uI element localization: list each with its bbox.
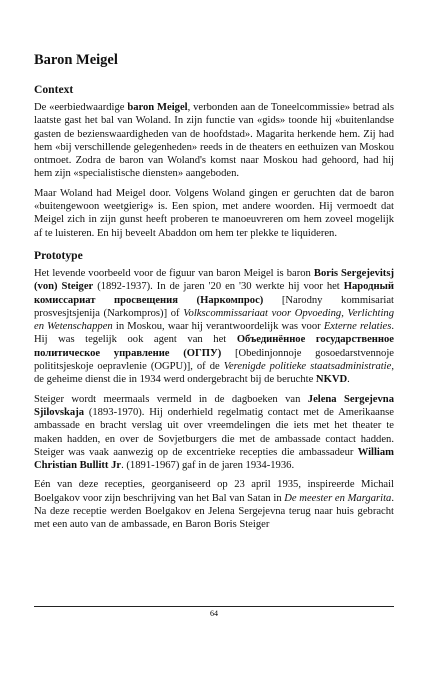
section-heading-context: Context bbox=[34, 83, 74, 96]
document-page bbox=[34, 52, 394, 538]
prototype-paragraph-3: Eén van deze recepties, georganiseerd op 23 april 1935, inspireerde Michail Boelgakov voor zijn beschrijving van het Bal van Satan in De meester en Margarita. Na deze receptie werden Boelgakov en Jelena Sergejevna terug naar huis gebracht met een auto van de ambassade, en Baron Boris Steiger bbox=[34, 479, 394, 531]
context-paragraph-1: De «eerbiedwaardige baron Meigel, verbonden aan de Toneelcommissie» betrad als laatste gast het bal van Woland. In zijn functie van «gids» toonde hij «buitenlandse gasten de bezienswaardigheden van de hoofdstad». Magarita herkende hem. Zij had hem «bij verschillende gelegenheden» reeds in de theaters en eethuizen van Moskou ontmoet. Zodra de baron van Woland's komst naar Moskou had gehoord, had hij hem zijn «specialistische diensten» aangeboden. bbox=[34, 102, 394, 180]
context-paragraph-2: Maar Woland had Meigel door. Volgens Woland gingen er geruchten dat de baron «buitengewoon weetgierig» is. Een spion, met andere woorden. Hij vermoedt dat Meigel zich in zijn gunst heeft proberen te manoeuvreren om hem zoveel mogelijk af te luisteren. En hij beveelt Abaddon om hem ter plekke te liquideren. bbox=[34, 187, 394, 239]
prototype-paragraph-2: Steiger wordt meermaals vermeld in de dagboeken van Jelena Sergejevna Sjilovskaja (1893-1970). Hij onderhield regelmatig contact met de Amerikaanse ambassade en bracht verslag uit over vreemdelingen die iets met het theater te maken hadden, en over de Sovjetburgers die met de ambassade contact hadden. Steiger was vaak aanwezig op de excentrieke recepties die ambassadeur William Christian Bullitt Jr. (1891-1967) gaf in de jaren 1934-1936. bbox=[34, 393, 394, 472]
page-footer bbox=[34, 606, 394, 618]
page-number: 64 bbox=[210, 609, 218, 618]
section-heading-prototype: Prototype bbox=[34, 248, 83, 262]
page-title: Baron Meigel bbox=[34, 52, 118, 68]
prototype-paragraph-1: Het levende voorbeeld voor de figuur van baron Meigel is baron Boris Sergejevitsj (von) Steiger (1892-1937). In de jaren '20 en '30 werkte hij voor het Народный комиссариат просвещения (Наркомпрос) [Narodny kommisariat prosvesjtsjenija (Narkompros)] of Volkscommissariaat voor Opvoeding, Verlichting en Wetenschappen in Moskou, waar hij verantwoordelijk was voor Externe relaties. Hij was tegelijk ook agent van het Объединённое государственное политическое управление (ОГПУ) [Obedinjonnoje gosoedarstvennoje polititsjeskoje oepravlenie (OGPU)], of de Verenigde politieke staatsadministratie, de geheime dienst die in 1934 werd ondergebracht bij de beruchte NKVD. bbox=[34, 267, 395, 386]
